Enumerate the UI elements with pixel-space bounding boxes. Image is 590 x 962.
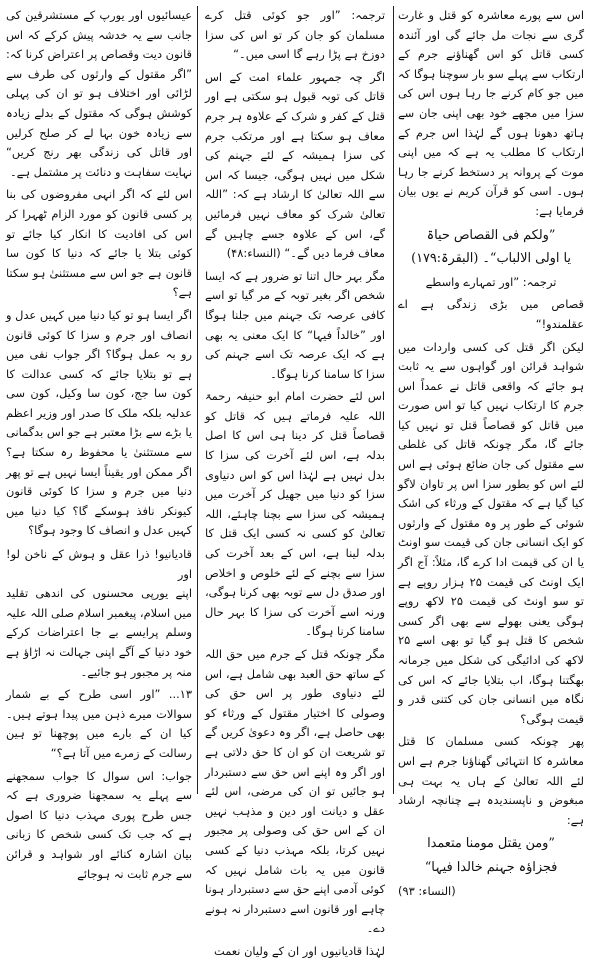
column-right — [398, 6, 584, 898]
column-middle — [205, 6, 385, 958]
quranic-verse: ”ومن یقتل مومنا متعمدا — [427, 836, 555, 852]
paragraph: لہٰذا قادیانیوں اور ان کے ولیان نعمت — [214, 943, 385, 958]
paragraph-heading: قادیانیو! ذرا عقل و ہوش کے ناخن لو! اور — [6, 547, 192, 581]
translation-line: قصاص میں بڑی زندگی ہے اے عقلمندو!“ — [398, 297, 584, 331]
quranic-verse: ”ولکم فی القصاص حیاۃ — [426, 227, 556, 243]
quranic-verse-reference: یا اولی الالباب“۔ (البقرۃ:۱۷۹) — [411, 251, 571, 267]
column-left — [6, 6, 192, 881]
paragraph: اگر ایسا ہو تو کیا دنیا میں کہیں عدل و انصاف اور جرم و سزا کا کوئی قانون رو بہ عمل ہوگا؟ اگر جواب نفی میں ہے تو بتلایا جائے کہ کسی عدالت کا کون سا جج، کون سا وکیل، کون سی عدلیہ بلکہ ملک کا صدر اور وزیر اعظم یا بڑے سے بڑا معتبر ہے جو اس بدگمانی سے مستثنیٰ یا محفوظ رہ سکتا ہے؟ اگر ممکن اور یقیناً ایسا نہیں ہے تو پھر دنیا میں جرم و سزا کا کوئی قانون کیونکر نافذ ہوسکے گا؟ کیا دنیا میں کہیں عدل و انصاف کا وجود ہوگا؟ — [6, 307, 192, 538]
paragraph: اس لئے کہ اگر انہی مفروضوں کی بنا پر کسی قانون کو مورد الزام ٹھہرا کر اس کی افادیت کا انکار کیا جائے تو کوئی بتلا یا جائے کہ دنیا کا کون سا قانون ہے جو اس سے مستثنیٰ ہو سکتا ہے؟ — [6, 187, 192, 300]
paragraph: عیسائیوں اور یورپ کے مستشرقین کی جانب سے یہ خدشہ پیش کرکے کہ اس قانون دیت وقصاص پر اعتراض کرنا کہ: ”اگر مقتول کے وارثوں کی طرف سے لڑائی اور اختلاف ہو تو ان کی پہلی کوشش ہوگی کہ مقتول کے بدلے زیادہ سے زیادہ خون بہا لے کر صلح کرلیں اور قاتل کی زندگی بھر رنج کریں“ نہایت سفاہت و دنائت پر مشتمل ہے۔ — [6, 8, 192, 179]
paragraph: اس سے پورے معاشرہ کو قتل و غارت گری سے نجات مل جائے گی اور آئندہ کسی قاتل کو اس گھناؤنے جرم کے ارتکاب سے پہلے سو بار سوچنا ہوگا کہ میں جو کام کرنے جا رہا ہوں اس کی سزا میں مجھے خود بھی اپنی جان سے ہاتھ دھونا ہوں گے لہٰذا اس جرم کے ارتکاب کا مطلب یہ ہے کہ میں اپنی موت کے پروانہ پر دستخط کرنے جا رہا ہوں۔ اسی کو قرآن کریم نے یوں بیان فرمایا ہے: — [398, 8, 584, 218]
paragraph: اگر چہ جمہور علماء امت کے اس قاتل کی توبہ قبول ہو سکتی ہے اور قتل کے کفر و شرک کے علاوہ ہر جرم معاف ہو سکتا ہے اور مرتکب جرم کی سزا ہمیشہ کے لئے جہنم کی شکل میں نہیں ہوگی، جیسا کہ اس سے اللہ تعالیٰ کا ارشاد ہے کہ: ”اللہ تعالیٰ شرک کو معاف نہیں فرمائیں گے، اس کے علاوہ جسے چاہیں گے معاف فرما دیں گے۔“ (النساء:۴۸) — [205, 69, 385, 261]
paragraph: لیکن اگر قتل کی کسی واردات میں شواہد قرائن اور گواہوں سے یہ ثابت ہو جائے کہ واقعی قاتل نے عمداً اس جرم کا ارتکاب نہیں کیا تو اس صورت میں قاتل کو قصاصاً قتل تو نہیں کیا جائے گا، مگر چونکہ قاتل کی غلطی سے مقتول کی جان ضائع ہوئی ہے اس لئے اس کو بطور سزا اس پر تاوان لاگو کیا گیا ہے کہ مقتول کے ورثاء کی اشک شوئی کے طور پر وہ مقتول کے وارثوں کو ایک انسانی جان کی قیمت سو اونٹ یا ان کی قیمت ادا کرے گا، مثلاً: آج اگر ایک اونٹ کی قیمت ۲۵ ہزار روپے ہے تو سو اونٹ کی قیمت ۲۵ لاکھ روپے ہوگی یعنی بھولے سے بھی اگر کسی شخص کا قتل ہو گیا تو بھی اسے ۲۵ لاکھ کی ادائیگی کی شکل میں جرمانہ بھگتنا ہوگا، اب بتلایا جائے کہ اس کی نگاہ میں انسانی جان کی کتنی قدر و قیمت ہوگی؟ — [398, 339, 584, 726]
paragraph: مگر چونکہ قتل کے جرم میں حق اللہ کے ساتھ حق العبد بھی شامل ہے، اس لئے دنیاوی طور پر اس حق کی وصولی کا اختیار مقتول کے ورثاء کو بھی حاصل ہے، اگر وہ دعویٰ کریں گے تو شریعت ان کو ان کا حق دلاتی ہے اور اگر وہ اپنے اس حق سے دستبردار ہو جائیں تو ان کی مرضی، اس لئے عقل و دیانت اور دین و مذہب نہیں ان کے اس حق کی وصولی پر مجبور نہیں کرتا، بلکہ مہذب دنیا کے کسی قانون میں یہ بات شامل نہیں کہ کوئی آدمی اپنے حق سے دستبردار ہونا چاہے اور قانون اسے دستبردار نہ ہونے دے۔ — [205, 647, 385, 936]
column-divider-right — [393, 6, 394, 794]
paragraph: اس لئے حضرت امام ابو حنیفہ رحمۃ اللہ علیہ فرماتے ہیں کہ قاتل کو قصاصاً قتل کر دینا ہی اس کا اصل بدلہ ہے، اس لئے آخرت کی سزا کا بدل نہیں ہے لہٰذا اس کو اس دنیاوی سزا کو دنیا میں جھیل کر آخرت میں ہمیشہ کی سزا سے بچنا چاہئے، اللہ تعالیٰ کو کسی نہ کسی ایک قتل کا بدلہ لینا ہے، اس کے بعد آخرت کی سزا سے بچنے کے لئے خلوص و اخلاص اور صدق دل سے توبہ بھی کرنا ہوگی، ورنہ اسے آخرت کی سزا کا بہر حال سامنا کرنا ہوگا۔ — [205, 389, 385, 639]
paragraph: اپنے یورپی محسنوں کی اندھی تقلید میں اسلام، پیغمبر اسلام صلی اللہ علیہ وسلم پرایسے بے جا اعتراضات کرکے خود دنیا کے آگے اپنی جہالت نہ اڑاؤ ہے منہ پر مجبور ہو جائیے۔ — [6, 586, 192, 679]
paragraph: ۱۳... ”اور اسی طرح کے بے شمار سوالات میرے ذہن میں پیدا ہوتے ہیں۔ کیا ان کے بارے میں پوچھنا تو ہین رسالت کے زمرے میں آتا ہے؟“ — [6, 687, 192, 760]
paragraph: جواب: اس سوال کا جواب سمجھنے سے پہلے یہ سمجھنا ضروری ہے کہ جس طرح پوری مہذب دنیا کا اصول ہے کہ جب تک کسی شخص کا زبانی بیان اشارہ کنائے اور شواہد و قرائن سے جرم ثابت نہ ہوجائے — [6, 768, 192, 881]
quranic-verse: فجزاؤہ جہنم خالدا فیہا“ — [424, 859, 558, 875]
translation-line: ترجمہ: ”اور تمہارے واسطے — [425, 274, 557, 289]
paragraph: ترجمہ: ”اور جو کوئی قتل کرے مسلمان کو جان کر تو اس کی سزا دوزخ ہے پڑا رہے گا اسی میں۔“ — [205, 8, 385, 62]
paragraph: پھر چونکہ کسی مسلمان کا قتل معاشرہ کا انتہائی گھناؤنا جرم ہے اس لئے اللہ تعالیٰ کے ہاں یہ بہت ہی مبغوض و ناپسندیدہ ہے چنانچہ ارشاد ہے: — [398, 734, 584, 827]
verse-reference: (النساء: ۹۳) — [398, 883, 456, 898]
column-divider-left — [197, 6, 198, 794]
paragraph: مگر بہر حال اتنا تو ضرور ہے کہ ایسا شخص اگر بغیر توبہ کے مر گیا تو اسے کافی عرصہ تک جہنم میں جلنا ہوگا اور ”خالداً فیہا“ کا ایک معنی یہ بھی ہے کہ ایک عرصہ تک اسے جہنم کی سزا کا سامنا کرنا ہوگا۔ — [205, 268, 385, 381]
